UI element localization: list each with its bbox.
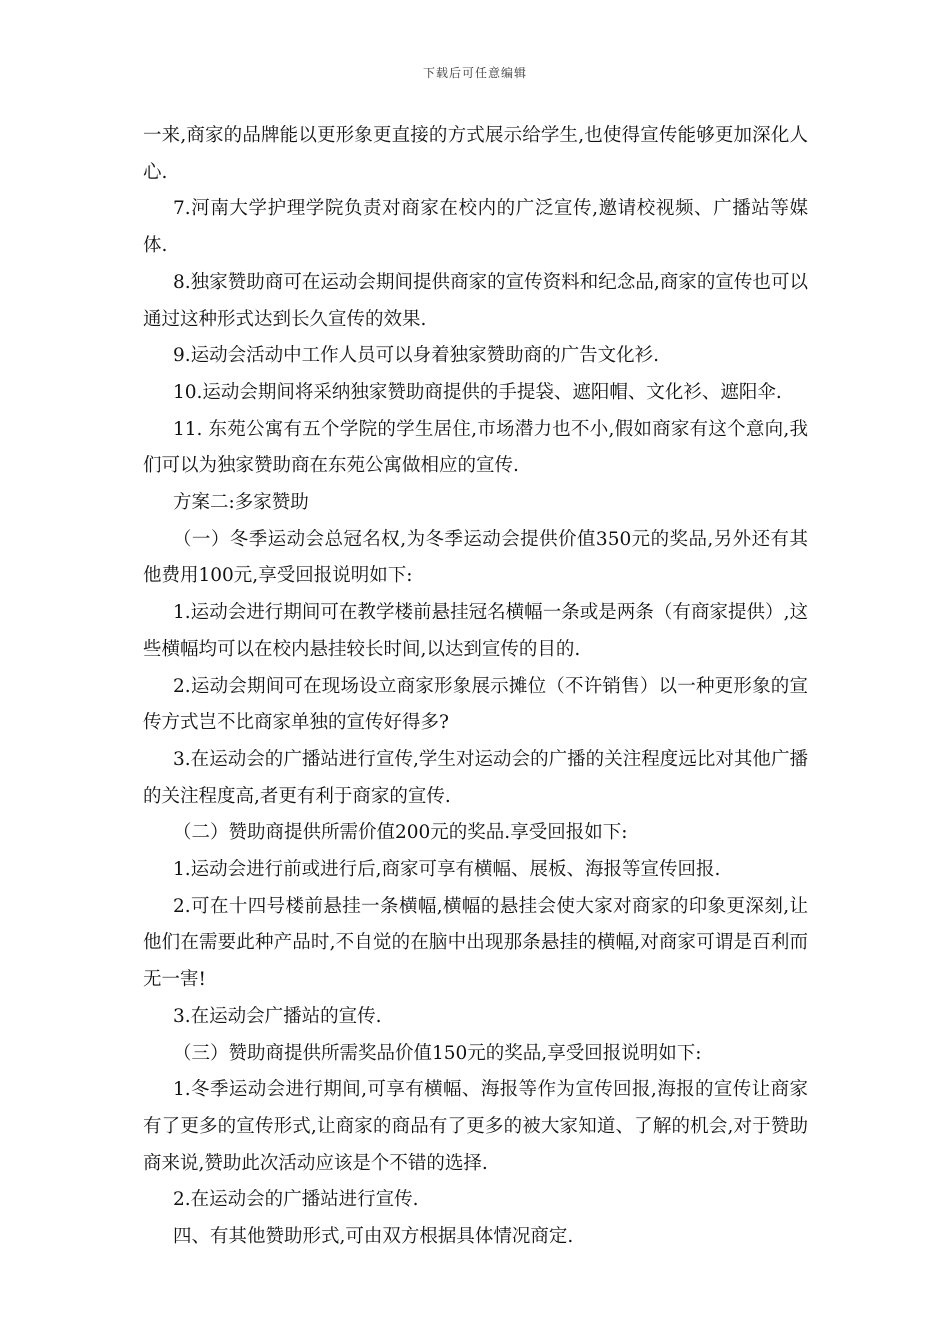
paragraph: 8.独家赞助商可在运动会期间提供商家的宣传资料和纪念品,商家的宣传也可以通过这种形式达到长久宣传的效果. — [143, 271, 808, 330]
paragraph: 一来,商家的品牌能以更形象更直接的方式展示给学生,也使得宣传能够更加深化人心. — [143, 125, 808, 183]
paragraph: （二）赞助商提供所需价值200元的奖品.享受回报如下: — [173, 822, 628, 844]
paragraph: （三）赞助商提供所需奖品价值150元的奖品,享受回报说明如下: — [173, 1042, 702, 1064]
paragraph: 1.冬季运动会进行期间,可享有横幅、海报等作为宣传回报,海报的宣传让商家有了更多的宣传形式,让商家的商品有了更多的被大家知道、了解的机会,对于赞助商来说,赞助此次活动应该是个不错的选择. — [143, 1079, 808, 1174]
paragraph: 3.在运动会广播站的宣传. — [173, 1005, 382, 1027]
paragraph: 7.河南大学护理学院负责对商家在校内的广泛宣传,邀请校视频、广播站等媒体. — [143, 198, 808, 257]
section-heading: 方案二:多家赞助 — [173, 492, 309, 514]
paragraph: 2.在运动会的广播站进行宣传. — [173, 1189, 419, 1211]
paragraph: 1.运动会进行前或进行后,商家可享有横幅、展板、海报等宣传回报. — [173, 859, 721, 881]
document-body — [143, 118, 808, 1256]
paragraph: （一）冬季运动会总冠名权,为冬季运动会提供价值350元的奖品,另外还有其他费用100元,享受回报说明如下: — [143, 528, 808, 587]
paragraph: 9.运动会活动中工作人员可以身着独家赞助商的广告文化衫. — [173, 345, 660, 367]
paragraph: 四、有其他赞助形式,可由双方根据具体情况商定. — [173, 1226, 574, 1248]
paragraph: 2.运动会期间可在现场设立商家形象展示摊位（不许销售）以一种更形象的宣传方式岂不比商家单独的宣传好得多? — [143, 675, 808, 734]
paragraph: 11. 东苑公寓有五个学院的学生居住,市场潜力也不小,假如商家有这个意向,我们可以为独家赞助商在东苑公寓做相应的宣传. — [143, 418, 808, 477]
paragraph: 2.可在十四号楼前悬挂一条横幅,横幅的悬挂会使大家对商家的印象更深刻,让他们在需要此种产品时,不自觉的在脑中出现那条悬挂的横幅,对商家可谓是百利而无一害! — [143, 895, 808, 991]
paragraph: 10.运动会期间将采纳独家赞助商提供的手提袋、遮阳帽、文化衫、遮阳伞. — [173, 381, 782, 403]
page-header: 下载后可任意编辑 — [422, 66, 527, 80]
paragraph: 3.在运动会的广播站进行宣传,学生对运动会的广播的关注程度远比对其他广播的关注程度高,者更有利于商家的宣传. — [143, 748, 808, 807]
paragraph: 1.运动会进行期间可在教学楼前悬挂冠名横幅一条或是两条（有商家提供）,这些横幅均可以在校内悬挂较长时间,以达到宣传的目的. — [143, 602, 808, 660]
